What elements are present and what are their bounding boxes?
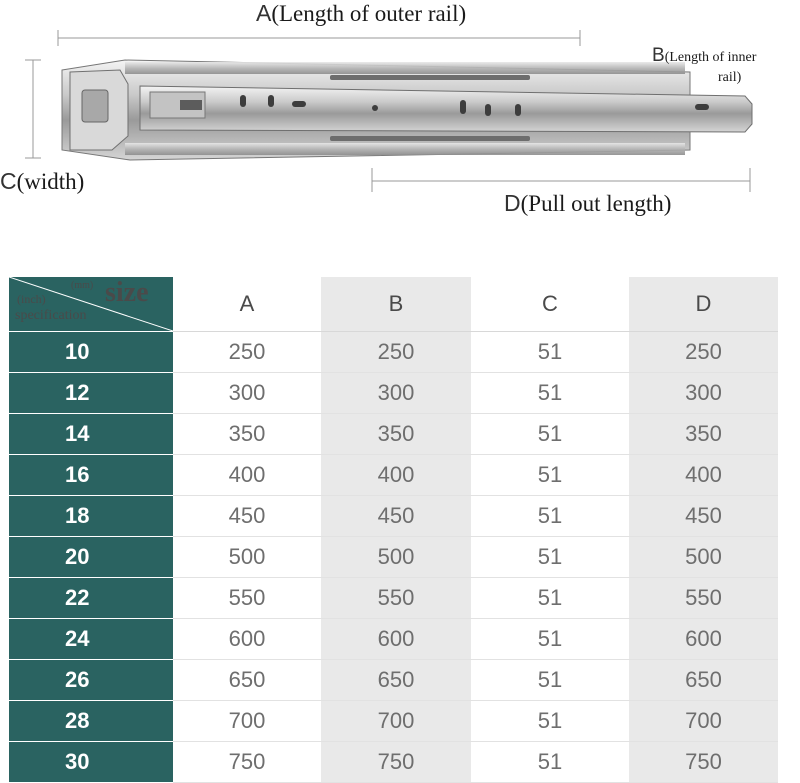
row-spec-cell: 20 — [9, 537, 173, 578]
cell-b: 350 — [321, 414, 471, 455]
cell-d: 550 — [629, 578, 778, 619]
cell-b: 400 — [321, 455, 471, 496]
cell-b: 300 — [321, 373, 471, 414]
cell-d: 600 — [629, 619, 778, 660]
cell-a: 350 — [173, 414, 321, 455]
cell-b: 600 — [321, 619, 471, 660]
cell-a: 450 — [173, 496, 321, 537]
cell-c: 51 — [471, 701, 629, 742]
cell-c: 51 — [471, 496, 629, 537]
cell-b: 700 — [321, 701, 471, 742]
column-header-a: A — [173, 277, 321, 332]
cell-c: 51 — [471, 332, 629, 373]
table-corner-header — [9, 277, 173, 332]
row-spec-cell: 18 — [9, 496, 173, 537]
table-row — [9, 660, 778, 701]
cell-c: 51 — [471, 660, 629, 701]
table-row — [9, 414, 778, 455]
corner-specification-label: specification — [15, 308, 87, 323]
cell-b: 650 — [321, 660, 471, 701]
row-spec-cell: 30 — [9, 742, 173, 783]
row-spec-cell: 16 — [9, 455, 173, 496]
cell-d: 400 — [629, 455, 778, 496]
rail-diagram — [0, 0, 800, 250]
drawer-slide-illustration — [0, 0, 800, 250]
corner-unit-mm: (mm) — [71, 280, 94, 291]
cell-c: 51 — [471, 619, 629, 660]
cell-a: 300 — [173, 373, 321, 414]
cell-c: 51 — [471, 578, 629, 619]
column-header-d: D — [629, 277, 778, 332]
table-row — [9, 578, 778, 619]
row-spec-cell: 10 — [9, 332, 173, 373]
cell-d: 650 — [629, 660, 778, 701]
cell-a: 750 — [173, 742, 321, 783]
table-row — [9, 619, 778, 660]
row-spec-cell: 12 — [9, 373, 173, 414]
cell-c: 51 — [471, 537, 629, 578]
cell-d: 500 — [629, 537, 778, 578]
cell-a: 600 — [173, 619, 321, 660]
cell-b: 450 — [321, 496, 471, 537]
cell-a: 700 — [173, 701, 321, 742]
row-spec-cell: 14 — [9, 414, 173, 455]
cell-a: 500 — [173, 537, 321, 578]
table-header-row — [9, 277, 778, 332]
cell-b: 250 — [321, 332, 471, 373]
table-row — [9, 496, 778, 537]
table-row — [9, 701, 778, 742]
label-pull-out-length: D(Pull out length) — [504, 190, 672, 216]
cell-a: 550 — [173, 578, 321, 619]
cell-d: 250 — [629, 332, 778, 373]
row-spec-cell: 24 — [9, 619, 173, 660]
corner-unit-inch: (inch) — [17, 292, 46, 306]
cell-d: 450 — [629, 496, 778, 537]
cell-c: 51 — [471, 742, 629, 783]
cell-a: 250 — [173, 332, 321, 373]
cell-c: 51 — [471, 455, 629, 496]
column-header-c: C — [471, 277, 629, 332]
dimension-line-c — [25, 60, 41, 158]
corner-size-label: size — [105, 277, 149, 308]
cell-b: 750 — [321, 742, 471, 783]
cell-a: 400 — [173, 455, 321, 496]
row-spec-cell: 26 — [9, 660, 173, 701]
cell-d: 300 — [629, 373, 778, 414]
dimension-line-a — [58, 30, 580, 46]
cell-b: 500 — [321, 537, 471, 578]
label-inner-rail-length-line2: rail) — [718, 70, 742, 85]
cell-b: 550 — [321, 578, 471, 619]
cell-c: 51 — [471, 414, 629, 455]
table-body — [9, 332, 778, 783]
table-row — [9, 455, 778, 496]
row-spec-cell: 28 — [9, 701, 173, 742]
cell-c: 51 — [471, 373, 629, 414]
table-row — [9, 332, 778, 373]
table-row — [9, 537, 778, 578]
cell-d: 750 — [629, 742, 778, 783]
cell-a: 650 — [173, 660, 321, 701]
table-row — [9, 373, 778, 414]
label-width: C(width) — [0, 168, 85, 194]
cell-d: 350 — [629, 414, 778, 455]
column-header-b: B — [321, 277, 471, 332]
label-inner-rail-length: B(Length of inner — [652, 45, 757, 66]
cell-d: 700 — [629, 701, 778, 742]
table-row — [9, 742, 778, 783]
row-spec-cell: 22 — [9, 578, 173, 619]
label-outer-rail-length: A(Length of outer rail) — [256, 0, 467, 26]
dimension-line-d — [372, 168, 750, 192]
size-specification-table — [9, 277, 778, 783]
